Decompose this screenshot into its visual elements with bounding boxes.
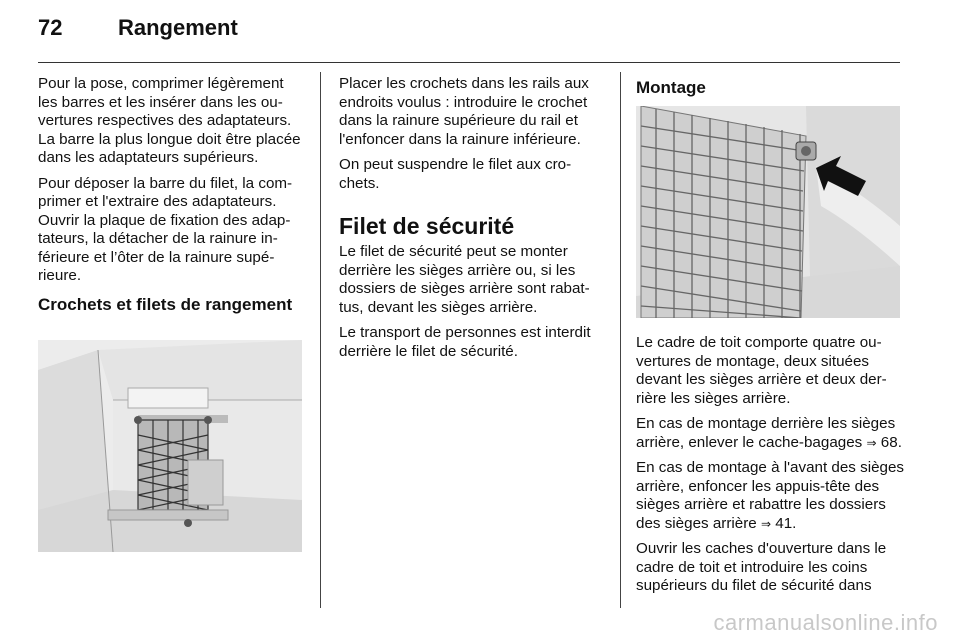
paragraph: On peut suspendre le filet aux crochets. [339, 156, 572, 192]
section-heading: Crochets et filets de rangement [38, 294, 293, 314]
paragraph [636, 459, 904, 533]
page-ref[interactable]: 68. [880, 433, 902, 451]
section-heading: Filet de sécurité [339, 213, 515, 239]
paragraph: Pour la pose, comprimer légèrement les barres et les insérer dans les ouvertures respectives des adaptateurs. La barre la plus longue doit être placée dans les adaptateurs supérieurs. [38, 75, 301, 166]
column-3 [636, 75, 904, 98]
section-heading: Montage [636, 78, 706, 97]
paragraph: Pour déposer la barre du filet, la comprimer et l'extraire des adaptateurs. Ouvrir la plaque de fixation des adaptateurs, la détacher de la rainure inférieure et l’ôter de la rainure supérieure. [38, 174, 293, 284]
paragraph: Placer les crochets dans les rails aux endroits voulus : introduire le crochet dans la rainure supérieure du rail et l'enfoncer dans la rainure inférieure. [339, 75, 589, 148]
column-divider-2 [620, 72, 621, 608]
page-title: Rangement [118, 15, 238, 40]
page-ref-icon: ⇒ [760, 516, 772, 531]
page-number: 72 [38, 15, 63, 40]
paragraph: Ouvrir les caches d'ouverture dans le cadre de toit et introduire les coins supérieurs du filet de sécurité dans [636, 540, 887, 594]
storage-net-illustration [38, 340, 302, 552]
column-divider-1 [320, 72, 321, 608]
paragraph: Le cadre de toit comporte quatre ouvertures de montage, deux situées devant les sièges arrière et deux derrière les sièges arrière. [636, 334, 887, 407]
page-ref[interactable]: 41. [775, 514, 797, 532]
page-ref-icon: ⇒ [866, 435, 877, 450]
column-1 [38, 75, 304, 324]
safety-net-illustration [636, 106, 900, 318]
paragraph-text: En cas de montage à l'avant des sièges arrière, enfoncer les appuis-tête des sièges arrière et rabattre les dossiers des sièges arrière [636, 459, 905, 532]
paragraph-text: En cas de montage derrière les sièges arrière, enlever le cache-bagages [636, 415, 896, 451]
paragraph: Le filet de sécurité peut se monter derrière les sièges arrière ou, si les dossiers de sièges arrière sont rabattus, devant les sièges arrière. [339, 243, 590, 316]
paragraph [636, 415, 904, 452]
paragraph: Le transport de personnes est interdit derrière le filet de sécurité. [339, 324, 591, 360]
column-2 [339, 75, 605, 368]
header-rule [38, 62, 900, 63]
column-3-body [636, 334, 904, 603]
watermark: carmanualsonline.info [713, 610, 938, 635]
